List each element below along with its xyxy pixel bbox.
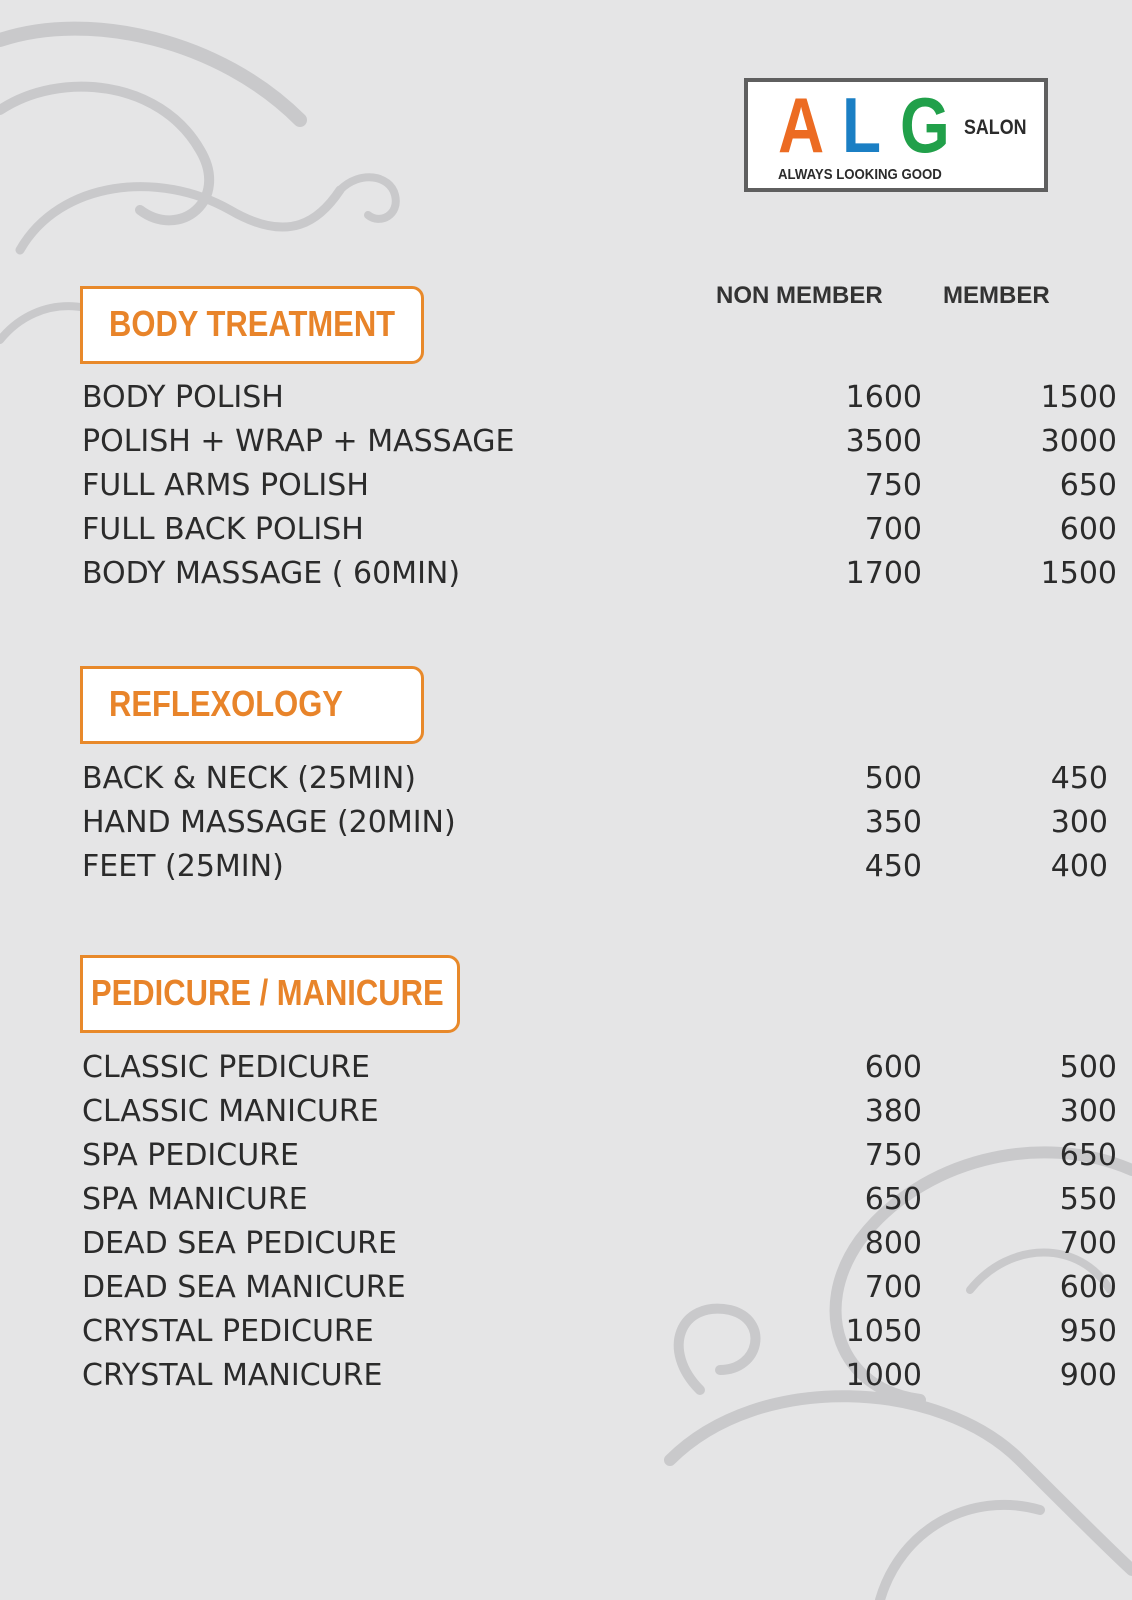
non-member-price: 1600 <box>845 380 922 415</box>
service-name: BODY MASSAGE ( 60MIN) <box>82 556 461 591</box>
non-member-price: 650 <box>864 1182 922 1217</box>
price-row <box>82 508 1117 552</box>
service-name: FEET (25MIN) <box>82 849 284 884</box>
member-price: 300 <box>1050 805 1108 840</box>
non-member-price: 1000 <box>845 1358 922 1393</box>
non-member-price: 350 <box>864 805 922 840</box>
non-member-price: 750 <box>864 468 922 503</box>
column-header-member: MEMBER <box>943 282 1050 309</box>
logo-salon-text: SALON <box>964 116 1027 139</box>
price-row <box>82 1266 1117 1310</box>
member-price: 3000 <box>1040 424 1117 459</box>
price-row <box>82 1310 1117 1354</box>
member-price: 600 <box>1059 512 1117 547</box>
price-row <box>82 1354 1117 1398</box>
section-title: REFLEXOLOGY <box>109 683 343 724</box>
price-row <box>82 1222 1117 1266</box>
member-price: 1500 <box>1040 380 1117 415</box>
price-row <box>82 757 1108 801</box>
service-name: HAND MASSAGE (20MIN) <box>82 805 456 840</box>
alg-salon-logo <box>744 78 1048 192</box>
price-row <box>82 376 1117 420</box>
non-member-price: 500 <box>864 761 922 796</box>
member-price: 650 <box>1059 468 1117 503</box>
price-row <box>82 1178 1117 1222</box>
logo-letter-a: A <box>778 81 825 169</box>
member-price: 700 <box>1059 1226 1117 1261</box>
price-row <box>82 1134 1117 1178</box>
non-member-price: 700 <box>864 512 922 547</box>
non-member-price: 380 <box>864 1094 922 1129</box>
service-name: DEAD SEA MANICURE <box>82 1270 406 1305</box>
non-member-price: 1050 <box>845 1314 922 1349</box>
service-name: BACK & NECK (25MIN) <box>82 761 416 796</box>
service-name: FULL ARMS POLISH <box>82 468 369 503</box>
member-price: 550 <box>1059 1182 1117 1217</box>
non-member-price: 3500 <box>845 424 922 459</box>
logo-letter-l: L <box>842 81 882 169</box>
non-member-price: 1700 <box>845 556 922 591</box>
service-name: BODY POLISH <box>82 380 284 415</box>
member-price: 1500 <box>1040 556 1117 591</box>
section-header-reflexology <box>80 666 424 744</box>
service-name: CLASSIC MANICURE <box>82 1094 379 1129</box>
member-price: 900 <box>1059 1358 1117 1393</box>
member-price: 950 <box>1059 1314 1117 1349</box>
service-name: SPA PEDICURE <box>82 1138 299 1173</box>
price-row <box>82 1046 1117 1090</box>
section-title: PEDICURE / MANICURE <box>91 972 444 1013</box>
section-header-pedicure-manicure <box>80 955 460 1033</box>
service-name: POLISH + WRAP + MASSAGE <box>82 424 515 459</box>
price-row <box>82 801 1108 845</box>
service-name: CLASSIC PEDICURE <box>82 1050 370 1085</box>
non-member-price: 600 <box>864 1050 922 1085</box>
member-price: 600 <box>1059 1270 1117 1305</box>
member-price: 500 <box>1059 1050 1117 1085</box>
section-title: BODY TREATMENT <box>109 303 396 344</box>
non-member-price: 450 <box>864 849 922 884</box>
section-header-body-treatment <box>80 286 424 364</box>
service-name: FULL BACK POLISH <box>82 512 364 547</box>
member-price: 450 <box>1050 761 1108 796</box>
price-row <box>82 420 1117 464</box>
price-row <box>82 1090 1117 1134</box>
column-header-non-member: NON MEMBER <box>716 282 883 309</box>
price-row <box>82 845 1108 889</box>
non-member-price: 700 <box>864 1270 922 1305</box>
non-member-price: 750 <box>864 1138 922 1173</box>
service-name: CRYSTAL MANICURE <box>82 1358 383 1393</box>
member-price: 650 <box>1059 1138 1117 1173</box>
logo-letter-g: G <box>900 81 950 169</box>
logo-tagline: ALWAYS LOOKING GOOD <box>778 166 942 183</box>
member-price: 300 <box>1059 1094 1117 1129</box>
non-member-price: 800 <box>864 1226 922 1261</box>
price-row <box>82 464 1117 508</box>
price-row <box>82 552 1117 596</box>
service-name: CRYSTAL PEDICURE <box>82 1314 374 1349</box>
service-name: DEAD SEA PEDICURE <box>82 1226 397 1261</box>
service-name: SPA MANICURE <box>82 1182 308 1217</box>
member-price: 400 <box>1050 849 1108 884</box>
